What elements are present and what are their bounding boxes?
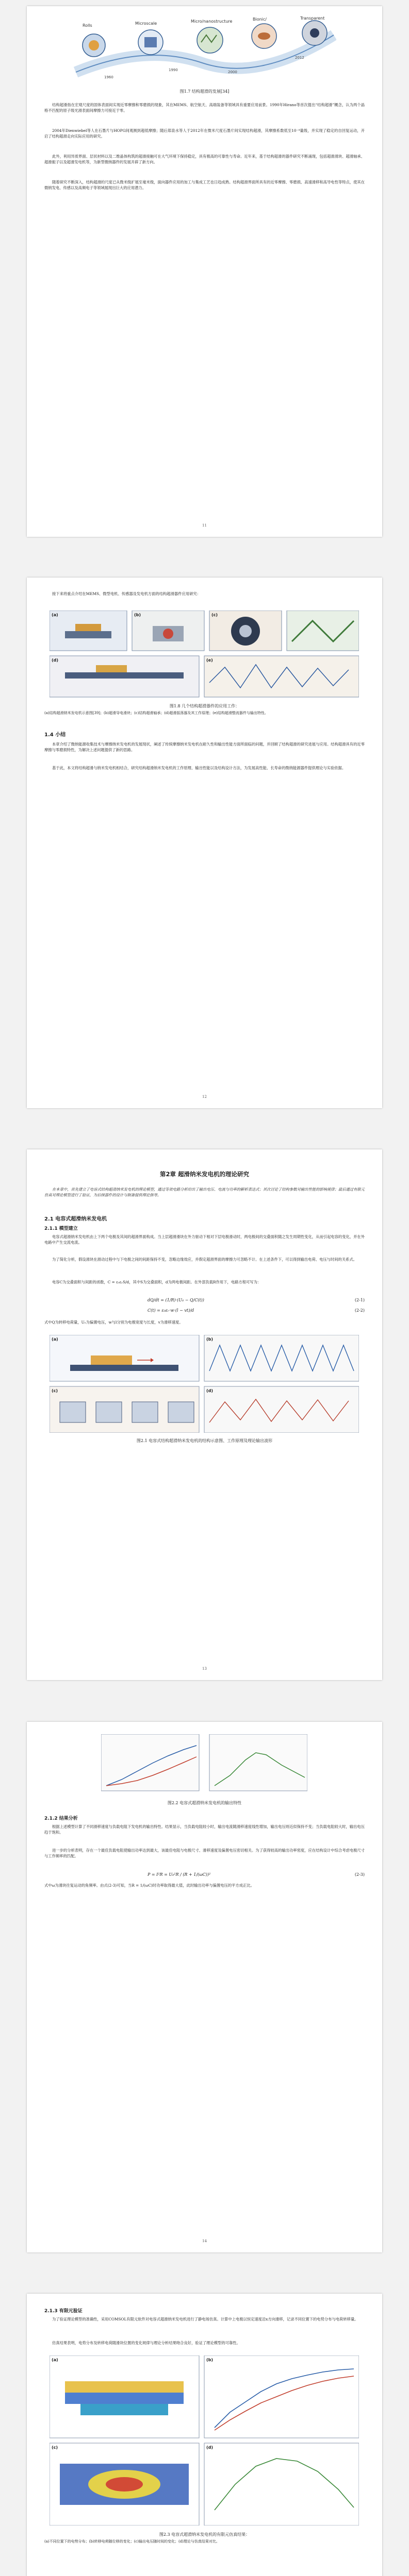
page-3	[27, 1149, 382, 1680]
page-number: 13	[202, 1667, 207, 1671]
subsection-heading: 2.1.3 有限元验证	[44, 2309, 83, 2314]
figure-caption-title: 图2.3 电容式超滑纳米发电机的有限元仿真结果：	[159, 2532, 250, 2537]
panel-label-a: (a)	[52, 2358, 58, 2362]
timeline-year-2: 2000	[228, 70, 237, 74]
chapter-title: 第2章 超滑纳米发电机的理论研究	[159, 1171, 249, 1178]
panel-label-b: (b)	[206, 2358, 214, 2362]
page-5	[27, 2294, 382, 2576]
panel-label-c: (c)	[52, 1388, 58, 1393]
paragraph: 电容式超滑纳米发电机由上下两个电极及其间的超滑界面构成。当上层超滑滑块在外力驱动下相对下层电极滑动时，两电极间的交叠面积随之发生周期性变化，从而引起电容的变化，并在外电路中产生交流电流。	[44, 1234, 365, 1245]
equation-body: C(t) = ε₀εᵣ·w·(l − vt)/d	[148, 1308, 194, 1313]
paragraph: 式中ω为滑块往复运动的角频率。由式(2-3)可知，当R = 1/(ωC)时功率取得最大值，此时输出功率与偏置电压的平方成正比。	[44, 1883, 254, 1888]
panel-label-b: (b)	[206, 1337, 214, 1342]
paragraph: 接下来将重点介绍在MEMS、微型电机、传感器及发电机方面的结构超滑器件应用研究：	[52, 591, 201, 596]
equation-body: dQ/dt = (1/R)·(U₀ − Q/C(t))	[148, 1298, 204, 1302]
equation-number: (2-2)	[354, 1308, 365, 1313]
timeline-year-1: 1990	[169, 68, 178, 72]
section-heading: 2.1 电容式超滑纳米发电机	[44, 1216, 107, 1222]
fem-simulation-figure	[50, 2355, 359, 2526]
panel-label-d: (d)	[206, 1388, 214, 1393]
paragraph: 随着研究不断深入，结构超滑的尺度已从微米级扩展至毫米级，面向器件应用的加工与集成工艺也日趋成熟。结构超滑界面所具有的近零摩擦、零磨损、高速滑移和高导电性等特点，使其在微纳发电、传感以及高频电子等领域展现出巨大的应用潜力。	[44, 180, 365, 190]
capacitive-generator-figure	[50, 1335, 359, 1433]
page-number: 12	[202, 1095, 207, 1099]
panel-label-a: (a)	[52, 613, 58, 617]
paragraph: 此外，利用异质界面、层状材料以及二维晶体构筑的超滑接触可在大气环境下保持稳定，具有极高的可靠性与寿命。近年来，基于结构超滑的器件研究不断涌现，包括超滑滑块、超滑轴承、超滑振子以及超滑发电机等，为新型微纳器件的发展开辟了新方向。	[44, 154, 365, 164]
timeline-label-0: Rolls	[83, 23, 92, 28]
equation-number: (2-1)	[354, 1298, 365, 1302]
page-2	[27, 578, 382, 1108]
subsection-heading: 2.1.1 模型建立	[44, 1226, 78, 1231]
figure-caption-title: 图1.8 几个结构超滑器件的应用工作：	[169, 704, 240, 708]
figure-caption: 图2.1 电容式结构超滑纳米发电机的结构示意图、工作原理及理论输出波形	[136, 1438, 273, 1443]
page-1	[27, 6, 382, 537]
figure-caption-body: (a)结构超滑纳米发电机示意图[39]；(b)超滑导电滑块；(c)结构超滑轴承；(d)超滑振荡器及其工作原理；(e)结构超滑整流器件与输出特性。	[44, 711, 268, 715]
equation-body: P = I²R = U₀²R / (R + 1/(ωC))²	[148, 1872, 211, 1877]
panel-label-d: (d)	[52, 658, 59, 663]
timeline-label-2: Micro/nanostructure	[191, 19, 233, 24]
paragraph: 本章介绍了微纳能源收集技术与摩擦纳米发电机的发展现状，阐述了传统摩擦纳米发电机在耐久性和输出性能方面所面临的问题，并回顾了结构超滑的研究进展与应用。结构超滑具有的近零摩擦与零磨损特性，为解决上述问题提供了新的思路。	[44, 742, 365, 752]
timeline-label-1: Microscale	[135, 21, 157, 26]
page-4	[27, 1722, 382, 2252]
output-characteristics-figure	[101, 1734, 307, 1796]
figure-caption: 图1.7 结构超滑的发展[34]	[179, 89, 230, 94]
panel-label-c: (c)	[52, 2445, 58, 2450]
panel-label-d: (d)	[206, 2445, 214, 2450]
section-heading: 1.4 小结	[44, 732, 66, 738]
paragraph: 进一步的分析表明，存在一个最佳负载电阻使输出功率达到最大，该最佳电阻与电极尺寸、滑移速度及偏置电压密切相关。为了获得较高的输出功率密度，应在结构设计中综合考虑电极尺寸与工作频率的匹配。	[44, 1848, 365, 1858]
timeline-label-4: Transparent	[300, 16, 325, 21]
subsection-heading: 2.1.2 结果分析	[44, 1816, 78, 1821]
paragraph: 基于此，本文将结构超滑与纳米发电机相结合，研究结构超滑纳米发电机的工作原理、输出性能以及结构设计方法，为发展高性能、长寿命的微纳能源器件提供理论与实验依据。	[52, 766, 346, 770]
paragraph: 电容C为交叠面积与间距的函数，C = ε₀εᵣS/d，其中S为交叠面积，d为两电极间距。在外部负载R作用下，电路方程可写为：	[52, 1280, 261, 1284]
figure-caption: 图2.2 电容式超滑纳米发电机的输出特性	[167, 1801, 242, 1805]
panel-label-e: (e)	[206, 658, 213, 663]
paragraph: 根据上述模型计算了不同滑移速度与负载电阻下发电机的输出特性。结果显示，当负载电阻较小时，输出电流随滑移速度线性增加，输出电压则近似保持不变；当负载电阻较大时，输出电压趋于饱和。	[44, 1824, 365, 1835]
figure-caption-body: (a)不同位置下的电势分布；(b)转移电荷随位移的变化；(c)输出电压随时间的变化；(d)理论与仿真结果对比。	[44, 2539, 220, 2544]
paragraph: 式中Q为转移电荷量，U₀为偏置电压，w与l分别为电极宽度与长度，v为滑移速度。	[44, 1320, 183, 1325]
applications-figure	[50, 611, 359, 698]
timeline-label-3: Bionic/	[253, 17, 267, 22]
panel-label-c: (c)	[211, 613, 218, 617]
chapter-abstract: 在本章中，首先建立了电容式结构超滑纳米发电机的理论模型，通过等效电路分析给出了输出电压、电流与功率的解析表达式；其次讨论了结构参数对输出性能的影响规律；最后通过有限元仿真对理论模型进行了验证，为后续器件的设计与制备提供理论指导。	[44, 1187, 365, 1197]
paragraph: 2004年Dienwiebel等人在石墨片与HOPG间观测到超低摩擦；随后郑泉水等人于2012年在微米尺度石墨片间实现结构超滑，其摩擦系数低至10⁻⁴量级，并实现了稳定的自回复运动，开启了结构超滑走向实际应用的研究。	[44, 128, 365, 139]
equation-number: (2-3)	[354, 1872, 365, 1877]
timeline-year-0: 1960	[104, 75, 113, 79]
panel-label-b: (b)	[134, 613, 141, 617]
page-number: 11	[202, 523, 207, 528]
panel-label-a: (a)	[52, 1337, 58, 1342]
paragraph: 为了验证理论模型的准确性，采用COMSOL有限元软件对电容式超滑纳米发电机进行了静电场仿真。计算中上电极以恒定速度沿x方向滑移，记录不同位置下的电势分布与电荷转移量。	[52, 2317, 358, 2321]
paragraph: 结构超滑指在宏观尺度的固体表面间实现近零摩擦和零磨损的现象，其在MEMS、航空航天、高端装备等领域具有重要应用前景。1990年Hirano等首次提出“结构超滑”概念，认为两个晶格不匹配的原子级光滑表面间摩擦力可接近于零。	[44, 103, 365, 113]
superlubricity-timeline-figure	[73, 15, 336, 83]
page-number: 14	[202, 2239, 207, 2243]
paragraph: 仿真结果表明，电势分布及转移电荷随滑块位置的变化规律与理论分析结果吻合良好，验证了理论模型的可靠性。	[52, 2341, 240, 2345]
paragraph: 为了简化分析，假设滑块在滑动过程中与下电极之间的间距保持不变，忽略边缘效应，并假定超滑界面的摩擦力可忽略不计。在上述条件下，可以得到输出电荷、电压与时间的关系式。	[52, 1257, 357, 1262]
timeline-year-3: 2012	[295, 56, 304, 60]
